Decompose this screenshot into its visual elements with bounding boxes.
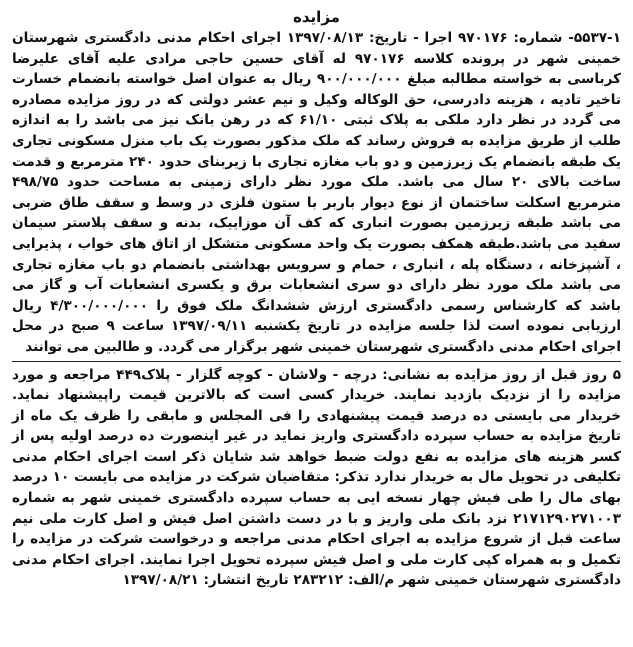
notice-heading: مزایده — [293, 8, 340, 26]
publish-date: تاریخ انتشار: ۱۳۹۷/۰۸/۲۱ — [122, 572, 289, 589]
notice-paragraph-2-text: ۵ روز قبل از روز مزایده به نشانی: درچه - ولاشان - کوچه گلزار - پلاک۴۴۹ مراجعه و مورد مزایده را از نزدیک بازدید نمایند. خریدار کسی است که بالاترین قیمت راپیشنهاد نماید. خریدار می بایستی ده درصد قیمت پیشنهادی را فی المجلس و مابقی را ظرف یک ماه از تاریخ مزایده به حساب سپرده دادگستری واریز نماید در غیر اینصورت ده درصد اولیه پس از کسر هزینه های مزایده به نفع دولت ضبط خواهد شد شایان ذکر است اجرای احکام مدنی تکلیفی در تحویل مال به خریدار ندارد تذکر: متقاضیان شرکت در مزایده می بایست ۱۰ درصد بهای مال را طی فیش چهار نسخه ایی به حساب سپرده دادگستری خمینی شهر به شماره ۲۱۷۱۲۹۰۲۷۱۰۰۳ نزد بانک ملی واریز و با در دست داشتن اصل فیش و اصل کارت ملی نیم ساعت قبل از شروع مزایده به اجرای احکام مدنی مراجعه و درخواست شرکت در مزایده را تکمیل و به همراه کپی کارت ملی و اصل فیش سپرده تحویل اجرا نمایند. اجرای احکام مدنی دادگستری شهرستان خمینی شهر م/الف: ۲۸۳۲۱۲ — [12, 366, 621, 589]
notice-paragraph-1: ۵۵۳۷-۱- شماره: ۹۷۰۱۷۶ اجرا - تاریخ: ۱۳۹۷/۰۸/۱۳ اجرای احکام مدنی دادگستری شهرستان خمینی شهر در پرونده کلاسه ۹۷۰۱۷۶ له آقای حسین حاجی مرادی علیه آقای علیرضا کرباسی به خواسته مطالبه مبلغ ۹۰۰/۰۰۰/۰۰۰ ریال به عنوان اصل خواسته بانضمام خسارت تاخیر تادیه ، هزینه دادرسی، حق الوکاله وکیل و نیم عشر دولتی که در روز مزایده مصادره می گردد در نظر دارد ملکی به پلاک ثبتی ۶۱/۱۰ که در رهن بانک نیز می باشد را به اندازه طلب از طریق مزایده به فروش رساند که ملک مذکور بصورت یک باب منزل مسکونی تجاری یک طبقه بانضمام یک زیرزمین و دو باب مغازه تجاری با زیربنای حدود ۲۴۰ مترمربع و قدمت ساخت بالای ۲۰ سال می باشد. ملک مورد نظر دارای زمینی به مساحت حدود ۴۹۸/۷۵ مترمربع اسکلت ساختمان از نوع دیوار باربر با ستون فلزی در وسط و سقف طاق ضربی می باشد طبقه زیرزمین بصورت انباری که کف آن موزاییک، بدنه و سقف پلاستر سیمان سفید می باشد.طبقه همکف بصورت یک واحد مسکونی متشکل از اتاق های خواب ، پذیرایی ، آشپزخانه ، دستگاه پله ، انباری ، حمام و سرویس بهداشتی بانضمام دو باب مغازه تجاری می باشد ملک مورد نظر دارای دو سری انشعابات برق و یکسری انشعابات آب و گاز می باشد که کارشناس رسمی دادگستری ارزش ششدانگ ملک فوق را ۴/۳۰۰/۰۰۰/۰۰۰ ریال ارزیابی نموده است لذا جلسه مزایده در تاریخ یکشنبه ۱۳۹۷/۰۹/۱۱ ساعت ۹ صبح در محل اجرای احکام مدنی دادگستری شهرستان خمینی شهر برگزار می گردد. و طالبین می توانند — [12, 30, 621, 355]
section-divider — [12, 361, 621, 362]
notice-paragraph-2 — [12, 365, 621, 592]
